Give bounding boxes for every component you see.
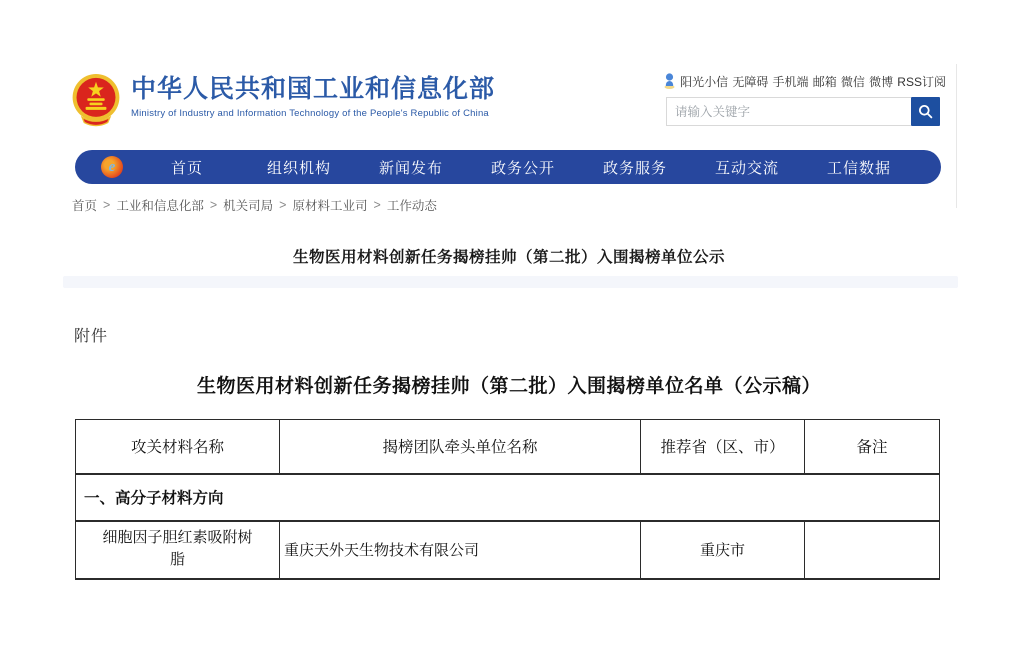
header-quick-links [663, 73, 946, 89]
nav-item-home[interactable]: 首页 [170, 159, 203, 177]
table-header-row [76, 420, 940, 474]
ministry-title: 中华人民共和国工业和信息化部 [131, 75, 496, 103]
nav-item-news[interactable]: 新闻发布 [378, 159, 443, 177]
breadcrumb-current: 工作动态 [386, 199, 437, 213]
site-brand [70, 72, 495, 128]
main-nav [75, 150, 941, 184]
quick-link-accessibility[interactable]: 无障碍 [732, 74, 769, 89]
header-remarks: 备注 [805, 420, 940, 474]
breadcrumb-miit[interactable]: 工业和信息化部 [116, 199, 204, 213]
nav-item-miit-data[interactable]: 工信数据 [826, 159, 891, 177]
search-input[interactable] [666, 97, 911, 126]
header-vertical-divider [956, 64, 957, 208]
quick-link-rss[interactable]: RSS订阅 [897, 74, 946, 89]
nav-item-gov-services[interactable]: 政务服务 [602, 159, 667, 177]
shortlist-table [75, 419, 940, 580]
nav-item-organization[interactable]: 组织机构 [266, 159, 331, 177]
table-row [76, 521, 940, 579]
cell-material-name: 细胞因子胆红素吸附树脂 [76, 521, 280, 579]
search-button[interactable] [911, 97, 940, 126]
breadcrumb-separator: > [209, 198, 218, 212]
quick-link-weibo[interactable]: 微博 [869, 74, 894, 89]
header-material-name: 攻关材料名称 [76, 420, 280, 474]
article-title: 生物医用材料创新任务揭榜挂帅（第二批）入围揭榜单位公示 [292, 249, 725, 266]
breadcrumb-separator: > [279, 198, 287, 212]
ministry-subtitle: Ministry of Industry and Information Technology of the People's Republic of China [131, 107, 489, 119]
quick-link-mobile[interactable]: 手机端 [772, 74, 809, 89]
header-lead-organization: 揭榜团队牵头单位名称 [280, 420, 641, 474]
cell-note [805, 521, 940, 579]
mascot-icon [663, 73, 676, 89]
quick-link-sunshine[interactable]: 阳光小信 [680, 74, 729, 89]
quick-link-wechat[interactable]: 微信 [840, 74, 865, 89]
breadcrumb-raw-materials-dept[interactable]: 原材料工业司 [292, 199, 368, 213]
national-emblem-icon [70, 72, 122, 128]
attachment-label: 附件 [74, 328, 109, 345]
breadcrumb-separator: > [373, 198, 381, 212]
search-icon [918, 104, 933, 119]
quick-link-mail[interactable]: 邮箱 [812, 74, 837, 89]
cell-province: 重庆市 [641, 521, 805, 579]
section-polymer-materials: 一、高分子材料方向 [76, 474, 940, 521]
cell-organization: 重庆天外天生物技术有限公司 [280, 521, 641, 579]
search-bar [666, 97, 940, 126]
breadcrumb-separator: > [103, 198, 111, 212]
breadcrumb-home[interactable]: 首页 [72, 199, 98, 213]
nav-item-gov-affairs[interactable]: 政务公开 [490, 159, 555, 177]
miit-e-logo-icon: e [101, 156, 123, 178]
breadcrumb [72, 196, 437, 214]
table-section-row [76, 474, 940, 521]
breadcrumb-departments[interactable]: 机关司局 [223, 199, 274, 213]
divider-band [63, 276, 958, 288]
table-title: 生物医用材料创新任务揭榜挂帅（第二批）入围揭榜单位名单（公示稿） [196, 376, 821, 397]
nav-item-interaction[interactable]: 互动交流 [714, 159, 779, 177]
header-recommending-province: 推荐省（区、市） [641, 420, 805, 474]
